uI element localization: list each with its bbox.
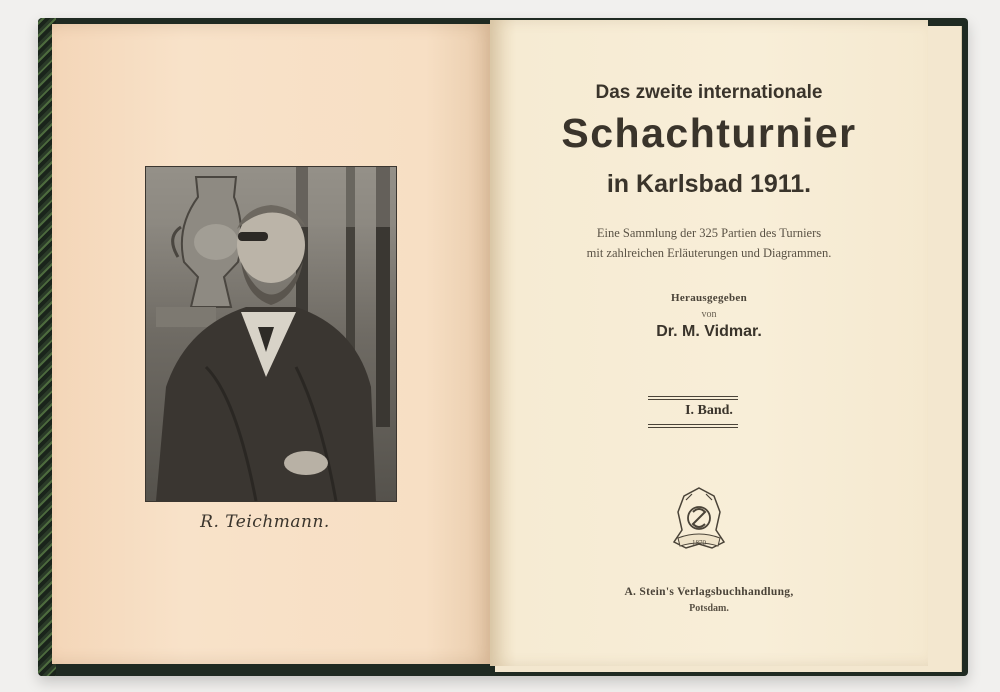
- publisher-emblem: [668, 486, 730, 560]
- title-line-1: Das zweite internationale: [595, 82, 823, 103]
- emblem-year: 1870: [692, 539, 706, 547]
- publisher-name: A. Stein's Verlagsbuchhandlung,: [624, 586, 794, 598]
- subtitle-line-2: mit zahlreichen Erläuterungen und Diagrammen.: [586, 246, 832, 260]
- publisher-city: Potsdam.: [689, 603, 729, 614]
- portrait-photo: [145, 166, 397, 502]
- volume-label: I. Band.: [685, 403, 733, 418]
- volume-rule-bottom: [648, 424, 738, 425]
- volume-rule-top-2: [648, 399, 738, 400]
- subtitle-line-1: Eine Sammlung der 325 Partien des Turniers: [596, 226, 822, 240]
- editor-von: von: [701, 309, 717, 320]
- volume-rule-top: [648, 396, 738, 397]
- title-line-3: in Karlsbad 1911.: [606, 170, 812, 198]
- title-main: Schachturnier: [561, 110, 857, 156]
- volume-rule-bottom-2: [648, 427, 738, 428]
- portrait-caption: R. Teichmann.: [200, 512, 330, 532]
- editor-intro: Herausgegeben: [670, 292, 747, 304]
- editor-name: Dr. M. Vidmar.: [656, 323, 762, 340]
